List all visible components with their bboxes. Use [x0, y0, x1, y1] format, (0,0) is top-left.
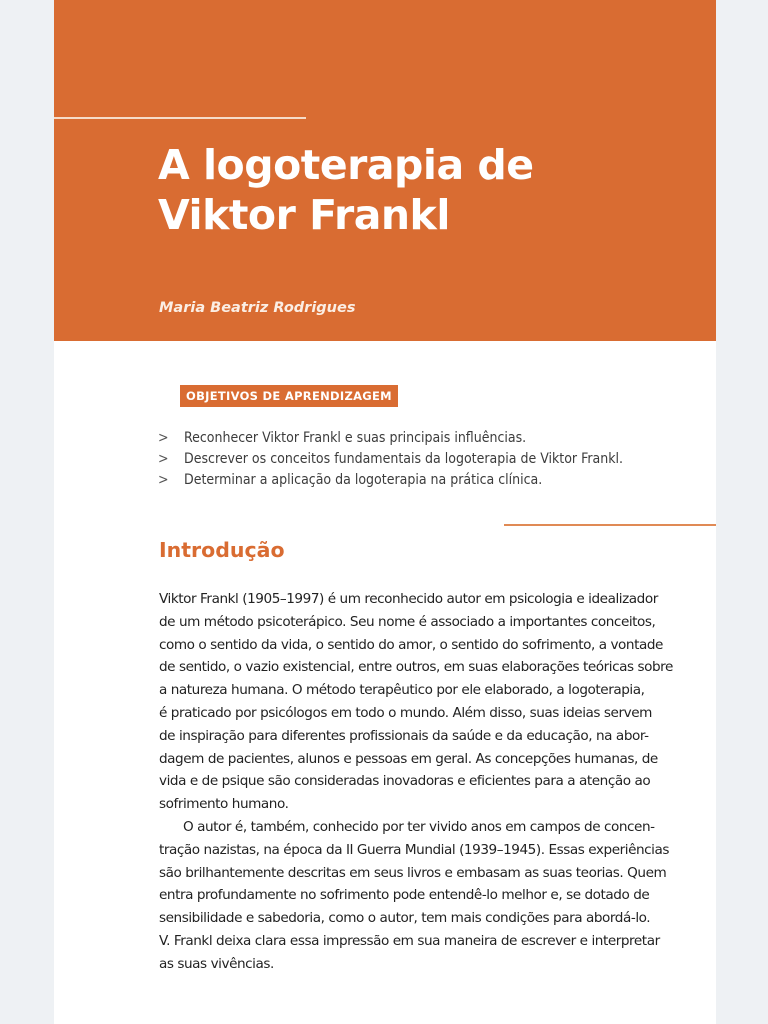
list-item: [158, 428, 623, 449]
objective-text: Descrever os conceitos fundamentais da logoterapia de Viktor Frankl.: [184, 451, 624, 467]
text-line: de um método psicoterápico. Seu nome é associado a importantes conceitos,: [159, 613, 656, 630]
objective-text: Reconhecer Viktor Frankl e suas principais influências.: [184, 430, 527, 446]
text-line: de sentido, o vazio existencial, entre outros, em suas elaborações teóricas sobre: [159, 659, 673, 676]
section-divider: [504, 524, 716, 526]
text-line: sofrimento humano.: [159, 796, 289, 813]
chevron-right-icon: >: [158, 472, 169, 488]
list-item: [158, 470, 623, 491]
chapter-title: [158, 140, 698, 240]
text-line: O autor é, também, conhecido por ter vivido anos em campos de concen-: [183, 818, 655, 835]
body-text: [159, 588, 689, 976]
chapter-header: [54, 0, 716, 341]
text-line: de inspiração para diferentes profissionais da saúde e da educação, na abor-: [159, 727, 649, 744]
text-line: V. Frankl deixa clara essa impressão em sua maneira de escrever e interpretar: [159, 932, 660, 949]
text-line: tração nazistas, na época da II Guerra Mundial (1939–1945). Essas experiências: [159, 841, 670, 858]
chevron-right-icon: >: [158, 430, 169, 446]
text-line: como o sentido da vida, o sentido do amor, o sentido do sofrimento, a vontade: [159, 636, 663, 653]
section-heading: Introdução: [159, 538, 285, 562]
objective-text: Determinar a aplicação da logoterapia na prática clínica.: [184, 472, 543, 488]
chapter-title-line: A logoterapia de: [158, 141, 534, 189]
chapter-title-line: Viktor Frankl: [158, 191, 450, 239]
learning-objectives-label: OBJETIVOS DE APRENDIZAGEM: [180, 385, 398, 407]
chapter-author: Maria Beatriz Rodrigues: [159, 300, 356, 316]
document-page: [54, 0, 716, 1024]
chevron-right-icon: >: [158, 451, 169, 467]
text-line: vida e de psique são consideradas inovadoras e eficientes para a atenção ao: [159, 773, 651, 790]
text-line: a natureza humana. O método terapêutico por ele elaborado, a logoterapia,: [159, 682, 645, 699]
text-line: são brilhantemente descritas em seus livros e embasam as suas teorias. Quem: [159, 864, 667, 881]
text-line: entra profundamente no sofrimento pode entendê-lo melhor e, se dotado de: [159, 887, 650, 904]
learning-objectives-list: [158, 428, 623, 491]
text-line: as suas vivências.: [159, 955, 274, 972]
text-line: é praticado por psicólogos em todo o mundo. Além disso, suas ideias servem: [159, 704, 652, 721]
text-line: dagem de pacientes, alunos e pessoas em geral. As concepções humanas, de: [159, 750, 658, 767]
text-line: Viktor Frankl (1905–1997) é um reconhecido autor em psicologia e idealizador: [159, 591, 658, 607]
list-item: [158, 449, 623, 470]
header-divider: [54, 117, 306, 119]
text-line: sensibilidade e sabedoria, como o autor, tem mais condições para abordá-lo.: [159, 910, 651, 927]
